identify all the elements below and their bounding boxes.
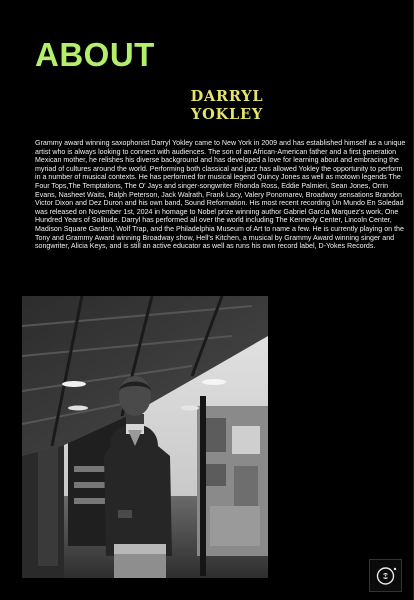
artist-name	[182, 88, 272, 124]
record-label-logo-icon	[370, 560, 401, 591]
artist-photo	[22, 296, 268, 578]
biography-text: Grammy award winning saxophonist Darryl Yokley came to New York in 2009 and has established himself as a unique artist who is always looking to connect with audiences. The son of an African-American father and a first generation Mexican mother, he relishes his diverse background and has developed a love for learning about and embracing the myriad of cultures around the world. Performing both classical and jazz has allowed Yokley the opportunity to perform in a number of musical contexts. He has performed for musical legend Quincy Jones as well as motown legends The Four Tops,The Temptations, The O' Jays and singer-songwriter Rhonda Ross, Eddie Palmieri, Sean Jones, Orrin Evans, Nasheet Waits, Ralph Peterson, Jack Walrath, Frank Lacy, Valery Ponomarev, Broadway sensations Brandon Victor Dixon and Dez Duron and his own band, Sound Reformation. His most recent recording Un Mundo En Soledad was released on November 1st, 2024 in homage to Nobel prize winning author Gabriel García Marquez's work, One Hundred Years of Solitude. Darryl has performed all over the world including The Kennedy Center, Lincoln Center, Madison Square Garden, Wolf Trap, and the Philadelphia Museum of Art to name a few. He is currently playing on the Tony and Grammy Award winning Broadway show, Hell's Kitchen, a musical by Grammy Award winning singer and songwriter, Alicia Keys, and is still an active educator as well as runs his own record label, D-Yokes Records.	[35, 139, 406, 251]
record-label-logo[interactable]	[369, 559, 402, 592]
artist-last-name: YOKLEY	[191, 106, 263, 123]
page-heading: ABOUT	[35, 36, 155, 73]
svg-text:✦: ✦	[384, 574, 387, 579]
artist-first-name: DARRYL	[190, 88, 264, 105]
